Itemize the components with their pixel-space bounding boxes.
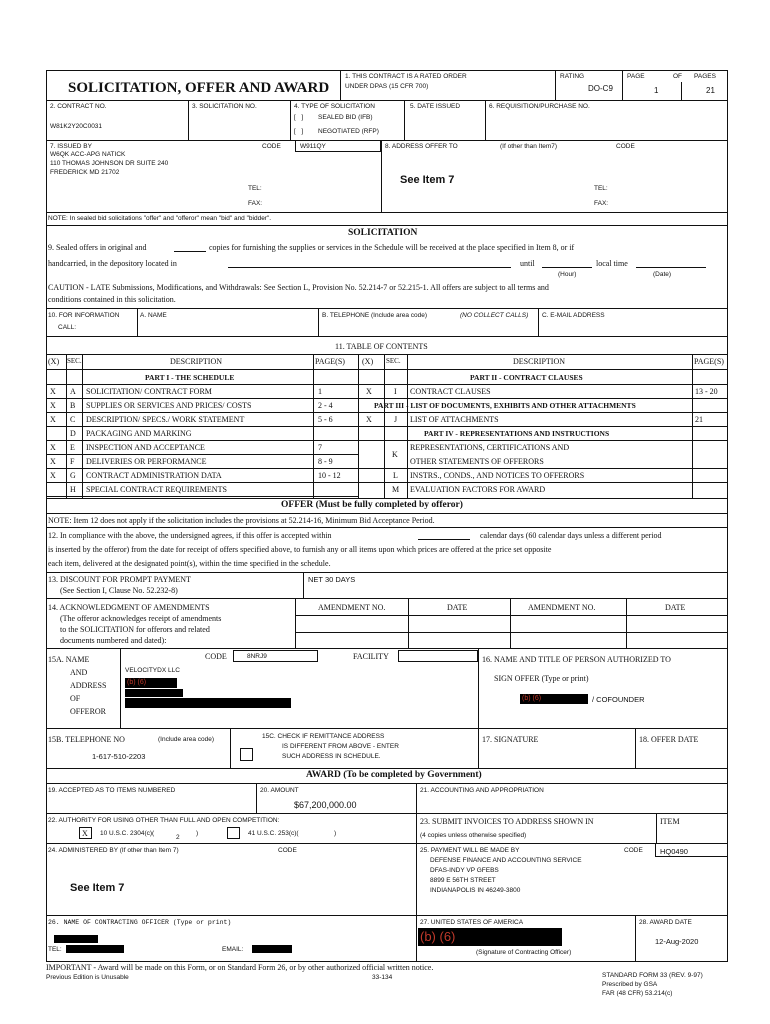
form-title: SOLICITATION, OFFER AND AWARD [68,80,330,96]
rated-order-label: 1. THIS CONTRACT IS A RATED ORDER [345,73,467,80]
far-label: FAR (48 CFR) 53.214(c) [602,990,673,997]
address-tel-label: TEL: [594,185,608,192]
address-offer-label: 8. ADDRESS OFFER TO [385,143,458,150]
amount-value: $67,200,000.00 [294,800,357,810]
facility-label: FACILITY [353,652,389,661]
toc-row-g-sec: G [70,471,76,480]
officer-name-redaction [54,935,98,943]
issuer-line-1: W6QK ACC-APG NATICK [50,151,126,158]
submit-invoices-sub: (4 copies unless otherwise specified) [420,832,527,839]
ack-label-1: 14. ACKNOWLEDGMENT OF AMENDMENTS [48,603,210,612]
payment-line-3: 8899 E 56TH STREET [430,877,496,884]
toc-row-divider [46,398,358,399]
amendment-date-col-1: DATE [447,603,468,612]
offeror-redaction-2 [125,689,183,697]
payment-code-value: HQ0490 [660,847,688,856]
toc-row-e-pages: 7 [318,443,322,452]
toc-row-c-pages: 5 - 6 [318,415,333,424]
officer-email-label: EMAIL: [222,946,244,953]
requisition-label: 6. REQUISITION/PURCHASE NO. [489,103,590,110]
amendment-no-col-2: AMENDMENT NO. [528,603,596,612]
amendment-no-col-1: AMENDMENT NO. [318,603,386,612]
rating-label: RATING [560,73,585,80]
caution-line-1: CAUTION - LATE Submissions, Modifications, and Withdrawals: See Section L, Provision No. 52.214-7 or 52.215-1. All offers are subject to all terms and [48,283,549,292]
toc-row-k-sec: K [392,450,398,459]
toc-row-c-sec: C [70,415,76,424]
contracting-officer-label: 26. NAME OF CONTRACTING OFFICER (Type or print) [48,919,232,926]
toc-col-sec-right: SEC. [386,357,401,365]
ack-label-3: to the SOLICITATION for offerors and related [60,625,210,634]
page-number: 1 [654,86,659,95]
toc-row-d-sec: D [70,429,76,438]
toc-row-h-desc: SPECIAL CONTRACT REQUIREMENTS [86,485,227,494]
info-telephone-label: B. TELEPHONE (Include area code) [322,312,428,319]
local-time-label: local time [596,259,628,268]
hour-caption: (Hour) [558,271,577,278]
officer-email-redaction [252,945,292,953]
contract-no-label: 2. CONTRACT NO. [50,103,107,110]
authority-10usc-check[interactable]: X [82,829,88,838]
no-collect-calls: (NO COLLECT CALLS) [460,312,529,319]
signer-title: / COFOUNDER [592,695,645,704]
toc-row-a-sec: A [70,387,76,396]
toc-row-b-sec: B [70,401,76,410]
issued-by-code-value: W911QY [300,143,326,150]
discount-label: 13. DISCOUNT FOR PROMPT PAYMENT [48,575,191,584]
toc-row-divider [46,468,358,469]
pages-total: 21 [706,86,715,95]
rating-value: DO-C9 [588,84,613,93]
tel15b-value: 1-617-510-2203 [92,752,146,761]
toc-row-divider [46,440,358,441]
payment-line-1: DEFENSE FINANCE AND ACCOUNTING SERVICE [430,857,582,864]
toc-col-desc-left: DESCRIPTION [170,357,223,366]
offer-heading: OFFER (Must be fully completed by offeror) [281,500,463,510]
solicitation-type-label: 4. TYPE OF SOLICITATION [294,103,375,110]
see-item7-admin: See Item 7 [70,882,125,894]
offer-note: NOTE: Item 12 does not apply if the solicitation includes the provisions at 52.214-16, Minimum Bid Acceptance Period. [48,516,435,525]
administered-by-label: 24. ADMINISTERED BY (If other than Item 7) [48,847,179,854]
solicitation-no-label: 3. SOLICITATION NO. [192,103,257,110]
usc-41-paren: ) [334,830,337,837]
dpas-label: UNDER DPAS (15 CFR 700) [345,83,429,90]
toc-col-pages-right: PAGE(S) [694,357,724,366]
toc-row-b-desc: SUPPLIES OR SERVICES AND PRICES/ COSTS [86,401,252,410]
offeror-redaction-1: (b) (6) [125,678,177,688]
toc-row-a-x: X [50,387,56,396]
check15c-1: 15C. CHECK IF REMITTANCE ADDRESS [262,733,385,740]
name16-label: 16. NAME AND TITLE OF PERSON AUTHORIZED TO [482,655,671,664]
item12-line-c: is inserted by the offeror) from the date for receipt of offers specified above, to furnish any or all items upon which prices are offered at the price set opposite [48,545,552,554]
toc-row-h-sec: H [70,485,76,494]
toc-row-m-sec: M [392,485,400,494]
item9-line-a: 9. Sealed offers in original and [48,243,147,252]
admin-code-label: CODE [278,847,297,854]
usa-label: 27. UNITED STATES OF AMERICA [420,919,524,926]
toc-part-1: PART I - THE SCHEDULE [145,373,235,382]
check15c-2: IS DIFFERENT FROM ABOVE - ENTER [282,743,399,750]
toc-heading: 11. TABLE OF CONTENTS [335,342,428,351]
toc-col-pages-left: PAGE(S) [315,357,345,366]
officer-tel-label: TEL: [48,946,62,953]
usc-10-num: 2 [176,834,180,841]
payment-line-4: INDIANAPOLIS IN 46249-3800 [430,887,521,894]
toc-row-d-desc: PACKAGING AND MARKING [86,429,192,438]
info-name-label: A. NAME [140,312,167,319]
sf33-label: STANDARD FORM 33 (REV. 9-97) [602,972,703,979]
ack-label-2: (The offeror acknowledges receipt of amendments [60,614,222,623]
item12-line-d: each item, delivered at the designated point(s), within the time specified in the schedule. [48,559,331,568]
toc-row-j-pages: 21 [695,415,703,424]
name15a-1: 15A. NAME [48,655,90,664]
usc-41-label: 41 U.S.C. 253(c)( [248,830,299,837]
pages-label: PAGES [694,73,716,80]
toc-row-l-sec: L [393,471,398,480]
negotiated-checkbox[interactable]: [ ] [294,128,304,135]
toc-col-desc-right: DESCRIPTION [513,357,566,366]
tel15b-label: 15B. TELEPHONE NO [48,735,125,744]
date-caption: (Date) [653,271,672,278]
accounting-label: 21. ACCOUNTING AND APPROPRIATION [420,787,544,794]
offeror-redaction-3 [125,698,291,708]
award-date-label: 28. AWARD DATE [639,919,692,926]
toc-row-divider [46,482,358,483]
accepted-items-label: 19. ACCEPTED AS TO ITEMS NUMBERED [48,787,176,794]
amendment-date-col-2: DATE [665,603,686,612]
item9-line-b: copies for furnishing the supplies or services in the Schedule will be received at the place specified in Item 8, or if [209,243,575,252]
see-item7-offer: See Item 7 [400,174,455,186]
toc-row-i-desc: CONTRACT CLAUSES [410,387,491,396]
for-information-label: 10. FOR INFORMATION [48,312,120,319]
toc-part-2: PART II - CONTRACT CLAUSES [470,373,583,382]
toc-row-j-x: X [366,415,372,424]
issuer-line-3: FREDERICK MD 21702 [50,169,120,176]
toc-row-e-desc: INSPECTION AND ACCEPTANCE [86,443,205,452]
form-number: 33-134 [372,974,393,981]
signature-caption: (Signature of Contracting Officer) [476,949,572,956]
ack-label-4: documents numbered and dated): [60,636,167,645]
issued-fax-label: FAX: [248,200,263,207]
toc-col-sec-left: SEC. [67,357,82,365]
toc-row-k-desc1: REPRESENTATIONS, CERTIFICATIONS AND [410,443,570,452]
address-code-label: CODE [616,143,635,150]
toc-row-j-desc: LIST OF ATTACHMENTS [410,415,499,424]
caution-line-2: conditions contained in this solicitation. [48,295,176,304]
toc-row-i-sec: I [394,387,397,396]
item-label: ITEM [660,817,680,826]
contract-no-value: W81K2Y20C0031 [50,123,103,130]
address-fax-label: FAX: [594,200,609,207]
toc-row-b-x: X [50,401,56,410]
payment-code-label: CODE [624,847,643,854]
sealed-bid-checkbox[interactable]: [ ] [294,114,304,121]
item12-line-b: calendar days (60 calendar days unless a different period [480,531,662,540]
usc-10-paren: ) [196,830,199,837]
signer-redaction: (b) (6) [520,694,588,704]
previous-edition: Previous Edition is Unusable [46,974,129,981]
toc-row-divider [46,426,358,427]
toc-row-m-desc: EVALUATION FACTORS FOR AWARD [410,485,546,494]
name15a-4: OF [70,694,81,703]
issued-by-code-label: CODE [262,143,281,150]
toc-row-divider [46,454,358,455]
negotiated-label: NEGOTIATED (RFP) [318,128,379,135]
payment-line-2: DFAS-INDY VP GFEBS [430,867,499,874]
toc-col-x-right: (X) [362,357,374,366]
solicitation-heading: SOLICITATION [348,228,418,238]
signature17-label: 17. SIGNATURE [482,735,539,744]
name15a-3: ADDRESS [70,681,107,690]
code15-label: CODE [205,652,227,661]
sealed-bid-label: SEALED BID (IFB) [318,114,373,121]
toc-row-g-pages: 10 - 12 [318,471,341,480]
tel15b-sub: (Include area code) [158,736,215,743]
toc-row-f-x: X [50,457,56,466]
toc-row-divider [46,412,358,413]
toc-row-f-pages: 8 - 9 [318,457,333,466]
issued-by-label: 7. ISSUED BY [50,143,92,150]
toc-row-j-sec: J [394,415,398,424]
authority-label: 22. AUTHORITY FOR USING OTHER THAN FULL AND OPEN COMPETITION: [48,817,280,824]
toc-row-l-desc: INSTRS., CONDS., AND NOTICES TO OFFERORS [410,471,585,480]
name16-label-2: SIGN OFFER (Type or print) [494,674,589,683]
check15c-3: SUCH ADDRESS IN SCHEDULE. [282,753,381,760]
toc-row-i-pages: 13 - 20 [695,387,718,396]
toc-row-a-desc: SOLICITATION/ CONTRACT FORM [86,387,212,396]
toc-row-f-desc: DELIVERIES OR PERFORMANCE [86,457,207,466]
code15-value: 8NRJ9 [247,653,267,660]
of-label: OF [673,73,683,80]
issued-tel-label: TEL: [248,185,262,192]
important-note: IMPORTANT - Award will be made on this Form, or on Standard Form 26, or by other authorized official written notice. [46,963,434,972]
toc-row-divider [46,496,358,497]
offer-date-label: 18. OFFER DATE [639,735,699,744]
name15a-2: AND [70,668,88,677]
toc-part-4: PART IV - REPRESENTATIONS AND INSTRUCTIONS [424,429,610,438]
prescribed-label: Prescribed by GSA [602,981,658,988]
toc-row-c-x: X [50,415,56,424]
item12-line-a: 12. In compliance with the above, the undersigned agrees, if this offer is accepted within [48,531,332,540]
discount-clause: (See Section I, Clause No. 52.232-8) [60,586,178,595]
toc-row-e-sec: E [70,443,75,452]
name15a-5: OFFEROR [70,707,107,716]
sealed-bid-note: NOTE: In sealed bid solicitations "offer" and "offeror" mean "bid" and "bidder". [48,215,272,222]
payment-by-label: 25. PAYMENT WILL BE MADE BY [420,847,520,854]
toc-row-b-pages: 2 - 4 [318,401,333,410]
toc-row-g-desc: CONTRACT ADMINISTRATION DATA [86,471,222,480]
call-label: CALL: [58,324,77,331]
toc-row-a-pages: 1 [318,387,322,396]
toc-row-e-x: X [50,443,56,452]
toc-row-i-x: X [366,387,372,396]
toc-col-x-left: (X) [48,357,60,366]
page-label: PAGE [627,73,645,80]
signature-redaction: (b) (6) [418,928,562,946]
toc-row-f-sec: F [70,457,75,466]
until-label: until [520,259,535,268]
toc-row-g-x: X [50,471,56,480]
toc-row-c-desc: DESCRIPTION/ SPECS./ WORK STATEMENT [86,415,245,424]
amount-label: 20. AMOUNT [260,787,299,794]
authority-41usc-check[interactable] [227,827,240,839]
toc-row-k-desc2: OTHER STATEMENTS OF OFFERORS [410,457,544,466]
usc-10-label: 10 U.S.C. 2304(c)( [100,830,155,837]
date-issued-label: 5. DATE ISSUED [410,103,461,110]
other-than-item7: (If other than Item7) [500,143,558,150]
toc-part-3: PART III - LIST OF DOCUMENTS, EXHIBITS AND OTHER ATTACHMENTS [374,401,636,410]
officer-tel-redaction [66,945,124,953]
award-date-value: 12-Aug-2020 [655,937,699,946]
info-email-label: C. E-MAIL ADDRESS [542,312,605,319]
offeror-name: VELOCITYDX LLC [125,667,180,674]
discount-value: NET 30 DAYS [308,575,356,584]
award-heading: AWARD (To be completed by Government) [306,770,482,780]
submit-invoices-label: 23. SUBMIT INVOICES TO ADDRESS SHOWN IN [420,817,594,826]
remittance-checkbox[interactable] [240,748,253,761]
issuer-line-2: 110 THOMAS JOHNSON DR SUITE 240 [50,160,169,167]
item9-line-c: handcarried, in the depository located in [48,259,177,268]
